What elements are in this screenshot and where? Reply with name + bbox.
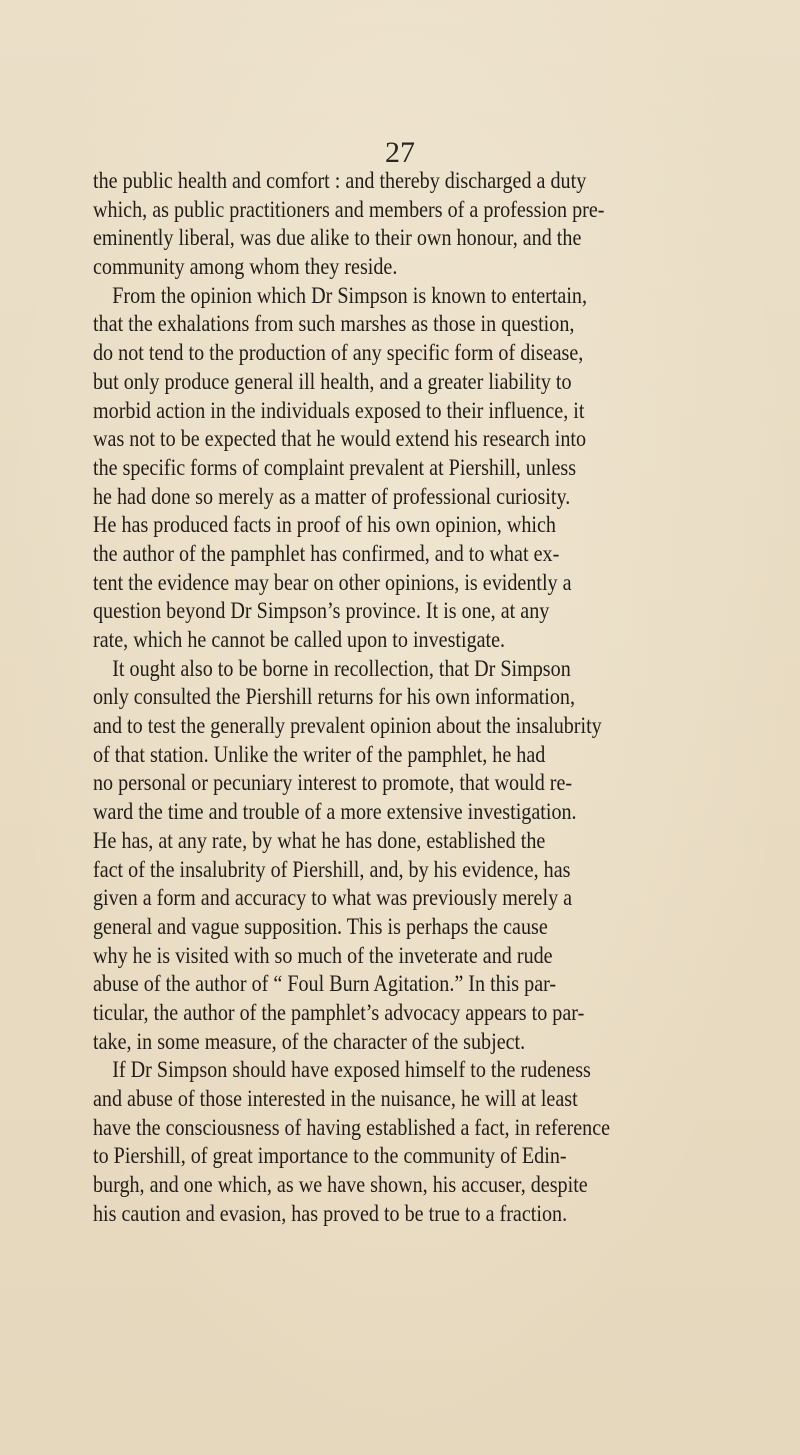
text-line: abuse of the author of “ Foul Burn Agitation.” In this par- [93,971,557,997]
page-number: 27 [385,136,415,169]
text-line: He has, at any rate, by what he has done, established the [93,827,546,853]
text-line: to Piershill, of great importance to the community of Edin- [93,1143,567,1169]
text-line: eminently liberal, was due alike to their own honour, and the [93,225,582,251]
text-line: only consulted the Piershill returns for his own information, [93,684,575,710]
text-line: community among whom they reside. [93,254,398,280]
text-line: was not to be expected that he would extend his research into [93,426,587,452]
text-line: why he is visited with so much of the inveterate and rude [93,942,553,968]
text-line: general and vague supposition. This is perhaps the cause [93,913,548,939]
text-line: burgh, and one which, as we have shown, his accuser, despite [93,1172,588,1198]
text-line: the public health and comfort : and thereby discharged a duty [93,168,587,193]
text-line: question beyond Dr Simpson’s province. It is one, at any [93,598,550,624]
body-text [93,167,793,1228]
text-line: ticular, the author of the pamphlet’s advocacy appears to par- [93,999,585,1025]
text-line: he had done so merely as a matter of professional curiosity. [93,483,571,509]
text-line: rate, which he cannot be called upon to investigate. [93,627,506,652]
text-line: given a form and accuracy to what was previously merely a [93,885,573,911]
text-line: tent the evidence may bear on other opinions, is evidently a [93,569,572,595]
text-line: which, as public practitioners and members of a profession pre- [93,196,605,222]
text-line: do not tend to the production of any specific form of disease, [93,340,584,366]
text-line: He has produced facts in proof of his own opinion, which [93,512,556,538]
text-line: and to test the generally prevalent opinion about the insalubrity [93,713,602,739]
text-line: If Dr Simpson should have exposed himself to the rudeness [112,1057,591,1083]
text-line: have the consciousness of having established a fact, in reference [93,1114,611,1140]
text-line: no personal or pecuniary interest to promote, that would re- [93,770,573,796]
text-line: but only produce general ill health, and a greater liability to [93,368,572,394]
text-line: of that station. Unlike the writer of the pamphlet, he had [93,741,546,767]
text-line: and abuse of those interested in the nuisance, he will at least [93,1086,578,1111]
text-line: his caution and evasion, has proved to be true to a fraction. [93,1200,568,1226]
text-line: the author of the pamphlet has confirmed, and to what ex- [93,540,560,566]
text-line: fact of the insalubrity of Piershill, and, by his evidence, has [93,856,571,882]
text-line: It ought also to be borne in recollection, that Dr Simpson [112,655,571,681]
text-line: From the opinion which Dr Simpson is known to entertain, [112,282,587,308]
text-line: the specific forms of complaint prevalent at Piershill, unless [93,454,577,480]
text-line: that the exhalations from such marshes as those in question, [93,311,575,337]
text-line: morbid action in the individuals exposed to their influence, it [93,397,585,423]
text-line: take, in some measure, of the character of the subject. [93,1028,526,1054]
text-line: ward the time and trouble of a more extensive investigation. [93,799,577,825]
